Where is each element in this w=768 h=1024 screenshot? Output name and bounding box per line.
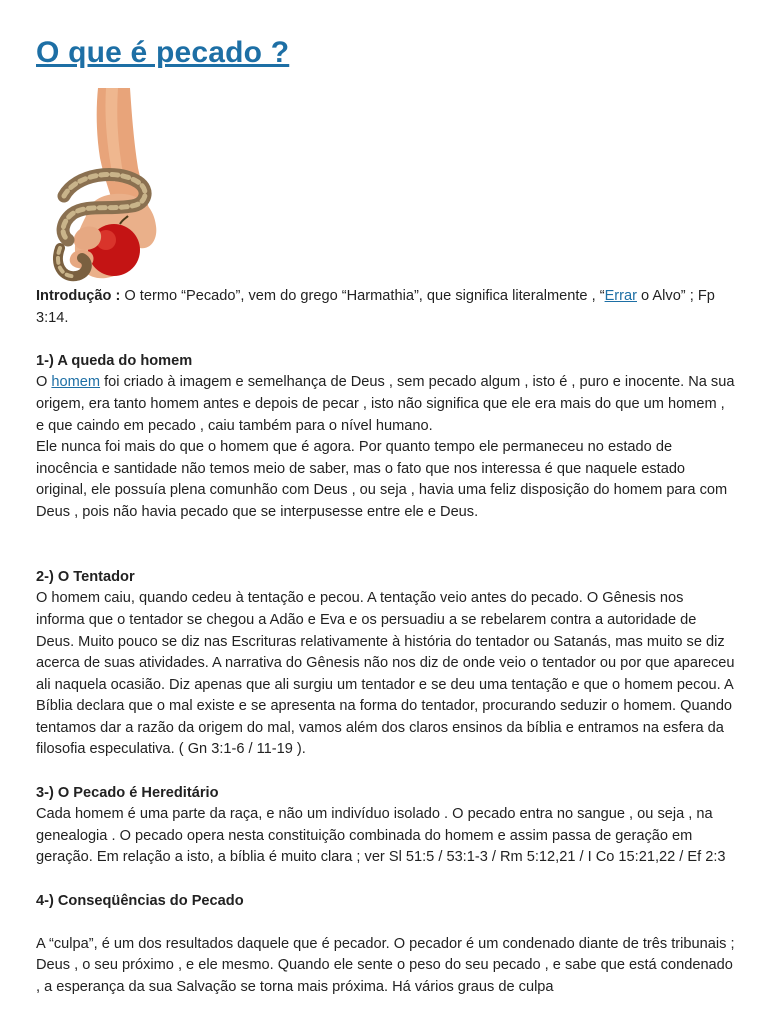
spacer [36, 869, 736, 891]
intro-paragraph [36, 286, 736, 329]
homem-link[interactable]: homem [51, 374, 101, 391]
spacer [36, 912, 736, 934]
page-title[interactable]: O que é pecado ? [36, 36, 290, 69]
section-1-paragraph-1 [36, 372, 736, 437]
section-3-title: 3-) O Pecado é Hereditário [36, 784, 219, 801]
section-1-title: 1-) A queda do homem [36, 352, 193, 369]
section-1-paragraph-2: Ele nunca foi mais do que o homem que é agora. Por quanto tempo ele permaneceu no estado de inocência e santidade não temos meio de saber, mas o fato que nos interessa é que naquele estado original, ele possuía plena comunhão com Deus , ou seja , havia uma feliz disposição do homem para com Deus , pois não havia pecado que se interpusesse entre ele e Deus. [36, 439, 728, 520]
section-1-text-after: foi criado à imagem e semelhança de Deus , sem pecado algum , isto é , puro e inocente. Na sua origem, era tanto homem antes e depois de pecar , isto não significa que ele era mais do que um homem , e que caindo em pecado , caiu também para o nível humano. [36, 374, 735, 434]
spacer [36, 524, 736, 567]
hand-apple-snake-image [46, 88, 158, 284]
article-body [36, 286, 736, 999]
section-2-paragraph: O homem caiu, quando cedeu à tentação e pecou. A tentação veio antes do pecado. O Gênesis nos informa que o tentador se chegou a Adão e Eva e os persuadiu a se rebelarem contra a autoridade de Deus. Muito pouco se diz nas Escrituras relativamente à história do tentador ou Satanás, mas muito se diz acerca de suas atividades. A narrativa do Gênesis não nos diz de onde veio o tentador ou por que apareceu ali naquela ocasião. Diz apenas que ali surgiu um tentador e se deu uma tentação e que o homem pecou. A Bíblia declara que o mal existe e se apresenta na forma do tentador, procurando seduzir o homem. Quando tentamos dar a razão da origem do mal, vamos além dos claros ensinos da bíblia e entramos na esfera da filosofia especulativa. ( Gn 3:1-6 / 11-19 ). [36, 590, 735, 758]
section-4-paragraph: A “culpa”, é um dos resultados daquele que é pecador. O pecador é um condenado diante de três tribunais ; Deus , o seu próximo , e ele mesmo. Quando ele sente o peso do seu pecado , e sabe que está condenado , a esperança da sua Salvação se torna mais próxima. Há vários graus de culpa [36, 935, 735, 995]
section-4-title: 4-) Conseqüências do Pecado [36, 892, 244, 909]
intro-text-before: O termo “Pecado”, vem do grego “Harmathia”, que significa literalmente , “ [120, 288, 605, 304]
section-3-paragraph: Cada homem é uma parte da raça, e não um indivíduo isolado . O pecado entra no sangue , ou seja , na genealogia . O pecado opera nesta constituição combinada do homem e assim passa de geração em geração. Em relação a isto, a bíblia é muito clara ; ver Sl 51:5 / 53:1-3 / Rm 5:12,21 / I Co 15:21,22 / Ef 2:3 [36, 806, 726, 866]
section-2-title: 2-) O Tentador [36, 568, 135, 585]
spacer [36, 761, 736, 783]
section-1-text-before: O [36, 374, 52, 391]
intro-text-after: o Alvo” ; Fp 3:14. [36, 288, 715, 326]
intro-label: Introdução : [36, 288, 121, 304]
errar-link[interactable]: Errar [604, 288, 637, 304]
